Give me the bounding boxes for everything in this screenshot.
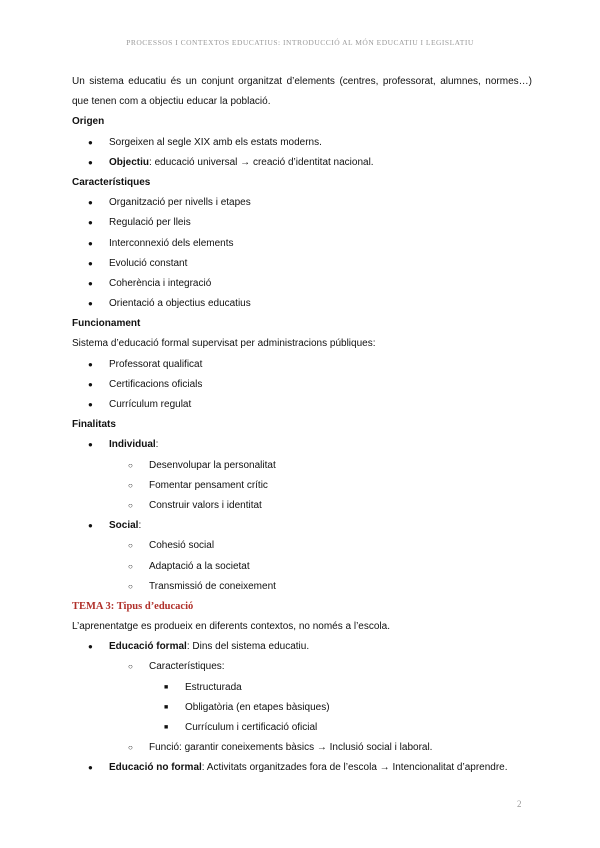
bullet-marker: ● [88, 299, 93, 309]
sub-list-item: ○ Desenvolupar la personalitat [72, 456, 532, 476]
sub-list-item: ○ Adaptació a la societat [72, 557, 532, 577]
heading-funcionament: Funcionament [72, 318, 141, 330]
item-label: Individual [109, 439, 156, 451]
heading-origen: Origen [72, 116, 105, 128]
circle-marker: ○ [128, 561, 133, 571]
sub-list-item: ○ Construir valors i identitat [72, 496, 532, 516]
square-marker: ■ [164, 703, 169, 711]
list-item: ● Educació no formal: Activitats organitzades fora de l’escola → Intencionalitat d’aprendre. [72, 758, 532, 778]
bullet-marker: ● [88, 218, 93, 228]
circle-marker: ○ [128, 500, 133, 510]
item-label: Educació no formal [109, 762, 202, 774]
bullet-marker: ● [88, 440, 93, 450]
heading-caracteristiques: Característiques [72, 176, 151, 188]
bullet-marker: ● [88, 278, 93, 288]
bullet-marker: ● [88, 258, 93, 268]
circle-marker: ○ [128, 662, 133, 672]
sub-list-item: ○ Transmissió de coneixement [72, 577, 532, 597]
square-marker: ■ [164, 683, 169, 691]
list-item: ● Sorgeixen al segle XIX amb els estats moderns. [72, 133, 532, 153]
square-marker: ■ [164, 724, 169, 731]
bullet-marker: ● [88, 400, 93, 409]
list-item: ● Coherència i integració [72, 274, 532, 294]
list-item: ● Educació formal: Dins del sistema educatiu. [72, 637, 532, 657]
intro-line-1: Un sistema educatiu és un conjunt organitzat d’elements (centres, professorat, alumnes, normes…) [72, 76, 532, 87]
circle-marker: ○ [128, 460, 133, 470]
circle-marker: ○ [128, 541, 133, 551]
list-item: ● Organització per nivells i etapes [72, 193, 532, 213]
item-label: Educació formal [109, 641, 187, 653]
bullet-marker: ● [88, 157, 93, 167]
list-item: ● Orientació a objectius educatius [72, 294, 532, 314]
bullet-marker: ● [88, 198, 93, 208]
item-label: Social [109, 520, 139, 532]
sub-list-item: ○ Cohesió social [72, 536, 532, 556]
item-label: Objectiu [109, 156, 150, 168]
page-number: 2 [517, 799, 522, 809]
bullet-marker: ● [88, 642, 93, 652]
bullet-marker: ● [88, 521, 93, 531]
circle-marker: ○ [128, 480, 133, 490]
list-item: ● Social: [72, 516, 532, 536]
bullet-marker: ● [88, 379, 93, 389]
circle-marker: ○ [128, 581, 133, 591]
list-item: ● Certificacions oficials [72, 375, 532, 395]
funcionament-intro: Sistema d’educació formal supervisat per administracions públiques: [72, 338, 376, 350]
heading-finalitats: Finalitats [72, 419, 116, 431]
list-item: ● Interconnexió dels elements [72, 234, 532, 254]
circle-marker: ○ [128, 743, 133, 753]
page-content [72, 72, 532, 779]
intro-line-2: que tenen com a objectiu educar la població. [72, 96, 271, 108]
list-item: ● Objectiu: educació universal → creació d’identitat nacional. [72, 153, 532, 173]
list-item: ● Individual: [72, 435, 532, 455]
sub-list-item: ○ Funció: garantir coneixements bàsics → Inclusió social i laboral. [72, 738, 532, 758]
list-item: ● Regulació per lleis [72, 213, 532, 233]
section-title-tema-3: TEMA 3: Tipus d’educació [72, 600, 194, 612]
list-item: ● Professorat qualificat [72, 355, 532, 375]
bullet-marker: ● [88, 763, 93, 773]
sub-sub-list-item: ■ Currículum i certificació oficial [72, 718, 532, 738]
running-header: PROCESSOS I CONTEXTOS EDUCATIUS: INTRODUCCIÓ AL MÓN EDUCATIU I LEGISLATIU [126, 38, 474, 47]
bullet-marker: ● [88, 238, 93, 248]
sub-list-item: ○ Característiques: [72, 657, 532, 677]
list-item: ● Currículum regulat [72, 395, 532, 415]
sub-sub-list-item: ■ Obligatòria (en etapes bàsiques) [72, 698, 532, 718]
bullet-marker: ● [88, 359, 93, 369]
sub-list-item: ○ Fomentar pensament crític [72, 476, 532, 496]
sub-sub-list-item: ■ Estructurada [72, 678, 532, 698]
tema3-intro: L’aprenentatge es produeix en diferents contextos, no només a l’escola. [72, 621, 390, 633]
list-item: ● Evolució constant [72, 254, 532, 274]
bullet-marker: ● [88, 137, 93, 147]
